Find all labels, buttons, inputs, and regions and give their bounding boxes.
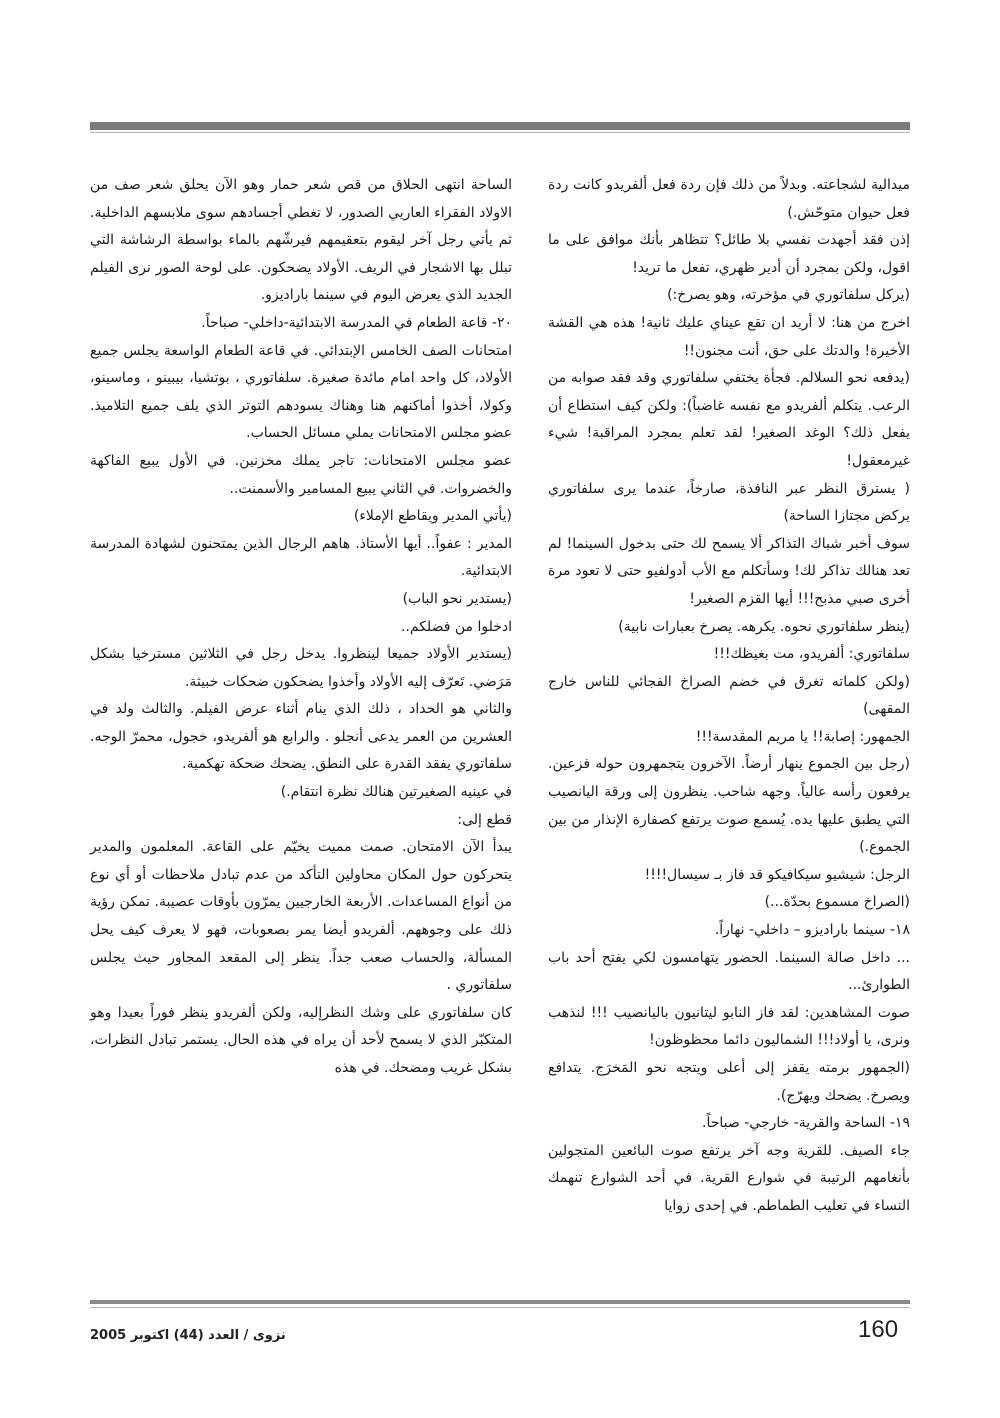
paragraph: (يركل سلفاتوري في مؤخرته، وهو يصرخ:) bbox=[667, 287, 910, 304]
paragraph: سلفاتوري: ألفريدو، مت بغيظك!!! bbox=[713, 646, 910, 663]
paragraph: (ينظر سلفاتوري نحوه. يكرهه. يصرخ بعبارات نابية) bbox=[618, 618, 910, 635]
top-rule bbox=[90, 122, 910, 130]
right-text-column bbox=[548, 172, 910, 1221]
paragraph: صوت المشاهدين: لقد فاز النابو ليتانيون باليانصيب !!! لنذهب ونرى، يا أولاد!!! الشماليون دائما محظوظون! bbox=[548, 1004, 910, 1049]
paragraph: (يستدير نحو الباب) bbox=[402, 590, 512, 607]
paragraph: (رجل بين الجموع ينهار أرضاً. الآخرون يتجمهرون حوله فزعين. يرفعون رأسه عالياً. وجهه شاحب. ينظرون إلى ورقة اليانصيب التي يطبق عليها يده. يُسمع صوت يرتفع كصفارة الإنذار من بين الجموع.) bbox=[548, 756, 910, 856]
page-number: 160 bbox=[858, 1316, 899, 1343]
paragraph: والثاني هو الحداد ، ذلك الذي ينام أثناء عرض الفيلم. والثالث ولد في العشرين من العمر يدعى أنجلو . والرابع هو ألفريدو، خجول، محمرّ الوجه. سلفاتوري يفقد القدرة على النطق. يضحك ضحكة تهكمية. bbox=[90, 701, 512, 773]
paragraph: المدير : عفواً.. أيها الأستاذ. هاهم الرجال الذين يمتحنون لشهادة المدرسة الابتدائية. bbox=[90, 535, 512, 580]
paragraph: (يدفعه نحو السلالم. فجأة يختفي سلفاتوري وقد فقد صوابه من الرعب. يتكلم ألفريدو مع نفسه غاضباً): ولكن كيف استطاع أن يفعل ذلك؟ الوغد الصغير! لقد تعلم بمجرد المراقبة! شيء غيرمعقول! bbox=[548, 370, 910, 469]
paragraph: اخرج من هنا: لا أريد ان تقع عيناي عليك ثانية! هذه هي القشة الأخيرة! والدتك على حق، أنت مجنون!! bbox=[548, 314, 910, 359]
paragraph: الجمهور: إصابة!! يا مريم المقدسة!!! bbox=[695, 728, 910, 745]
publication-credit: نزوى / العدد (44) اكتوبر 2005 bbox=[90, 1328, 286, 1343]
paragraph: إذن فقد أجهدت نفسي بلا طائل؟ تتظاهر بأنك موافق على ما اقول، ولكن بمجرد أن أدير ظهري، تفعل ما تريد! bbox=[548, 232, 910, 276]
paragraph: قطع إلى: bbox=[457, 811, 512, 828]
paragraph: امتحانات الصف الخامس الإبتدائي. في قاعة الطعام الواسعة يجلس جميع الأولاد، كل واحد امام مائدة صغيرة. سلفاتوري ، بوتشيا، بيبينو ، وماسينو، وكولا، أخذوا أماكنهم هنا وهناك يسودهم التوتر الذي يلف جميع التلاميذ. عضو مجلس الامتحانات يملي مسائل الحساب. bbox=[90, 342, 512, 442]
paragraph: (الجمهور برمته يقفز إلى أعلى ويتجه نحو المَخرَج. يتدافع ويصرخ. يضحك ويهرّج). bbox=[548, 1060, 910, 1104]
top-rule-thin bbox=[90, 132, 910, 133]
paragraph: (الصراخ مسموع بحدّة...) bbox=[764, 894, 910, 911]
paragraph: ميدالية لشجاعته. وبدلاً من ذلك فإن ردة فعل ألفريدو كانت ردة فعل حيوان متوحّش.) bbox=[548, 177, 910, 221]
paragraph: (يأتي المدير ويقاطع الإملاء) bbox=[353, 508, 512, 525]
paragraph: ... داخل صالة السينما. الحضور يتهامسون لكي يفتح أحد باب الطوارئ... bbox=[548, 949, 910, 994]
paragraph: كان سلفاتوري على وشك النظرإليه، ولكن ألفريدو ينظر فوراً بعيدا وهو المتكبّر الذي لا يسمح لأحد أن يراه في هذه الحال. يستمر تبادل النظرات، بشكل غريب ومضحك. في هذه bbox=[90, 1004, 512, 1076]
paragraph: الساحة انتهى الحلاق من قص شعر حمار وهو الآن يحلق شعر صف من الاولاد الفقراء العاريي الصدور، لا تغطي أجسادهم سوى ملابسهم الداخلية. ثم يأتي رجل آخر ليقوم بتعقيمهم فيرشّهم بالماء بواسطة الرشاشة التي تبلل بها الاشجار في الريف. الأولاد يضحكون. على لوحة الصور نرى الفيلم الجديد الذي يعرض اليوم في سينما باراديزو. bbox=[90, 177, 512, 304]
paragraph: سوف أخبر شباك التذاكر ألا يسمح لك حتى بدخول السينما! لم تعد هنالك تذاكر لك! وسأتكلم مع الأب أدولفيو حتى لا تعود مرة أخرى صبي مذبح!!! أيها القزم الصغير! bbox=[548, 535, 910, 607]
paragraph: ( يسترق النظر عبر النافذة، صارخاً، عندما يرى سلفاتوري يركض مجتازا الساحة) bbox=[548, 480, 910, 525]
paragraph: الرجل: شيشيو سيكافيكو قد فاز بـ سيسال!!!! bbox=[644, 866, 910, 883]
bottom-rule bbox=[90, 1300, 910, 1304]
scene-heading: ٢٠- قاعة الطعام في المدرسة الابتدائية-داخلي- صباحاً. bbox=[201, 314, 512, 331]
paragraph: يبدأ الآن الامتحان. صمت مميت يخيّم على القاعة. المعلمون والمدير يتحركون حول المكان محاولين التأكد من عدم تبادل ملاحظات أو أي نوع من أنواع المساعدات. الأربعة الخارجيين يمرّون بأوقات عصيبة. تمكن رؤية ذلك على وجوههم. ألفريدو أيضا يمر بصعوبات، فهو لا يعرف كيف يحل المسألة، والحساب صعب جداً. ينظر إلى المقعد المجاور حيث يجلس سلفاتوري . bbox=[90, 839, 512, 994]
paragraph: (يستدير الأولاد جميعا لينظروا. يدخل رجل في الثلاثين مسترخيا بشكل مَرَضي. تَعرّف إليه الأولاد وأخذوا يضحكون ضحكات خبيثة. bbox=[90, 646, 512, 690]
paragraph: في عينيه الصغيرتين هنالك نظرة انتقام.) bbox=[280, 784, 512, 801]
paragraph: (ولكن كلماته تغرق في خضم الصراخ الفجائي للناس خارج المقهى) bbox=[548, 673, 910, 718]
paragraph: ادخلوا من فضلكم.. bbox=[400, 618, 512, 635]
paragraph: جاء الصيف. للقرية وجه آخر يرتفع صوت البائعين المتجولين بأنغامهم الرتيبة في شوارع القرية. في أحد الشوارع تنهمك النساء في تعليب الطماطم. في إحدى زوايا bbox=[548, 1142, 910, 1214]
scene-heading: ١٨- سينما باراديزو – داخلي- نهاراً. bbox=[714, 922, 910, 939]
paragraph: عضو مجلس الامتحانات: تاجر يملك مخزنين. في الأول يبيع الفاكهة والخضروات. في الثاني يبيع المسامير والأسمنت.. bbox=[90, 452, 512, 497]
left-text-column bbox=[90, 172, 512, 1083]
scene-heading: ١٩- الساحة والقرية- خارجي- صباحاً. bbox=[702, 1115, 910, 1132]
bottom-rule-thin bbox=[90, 1307, 910, 1308]
